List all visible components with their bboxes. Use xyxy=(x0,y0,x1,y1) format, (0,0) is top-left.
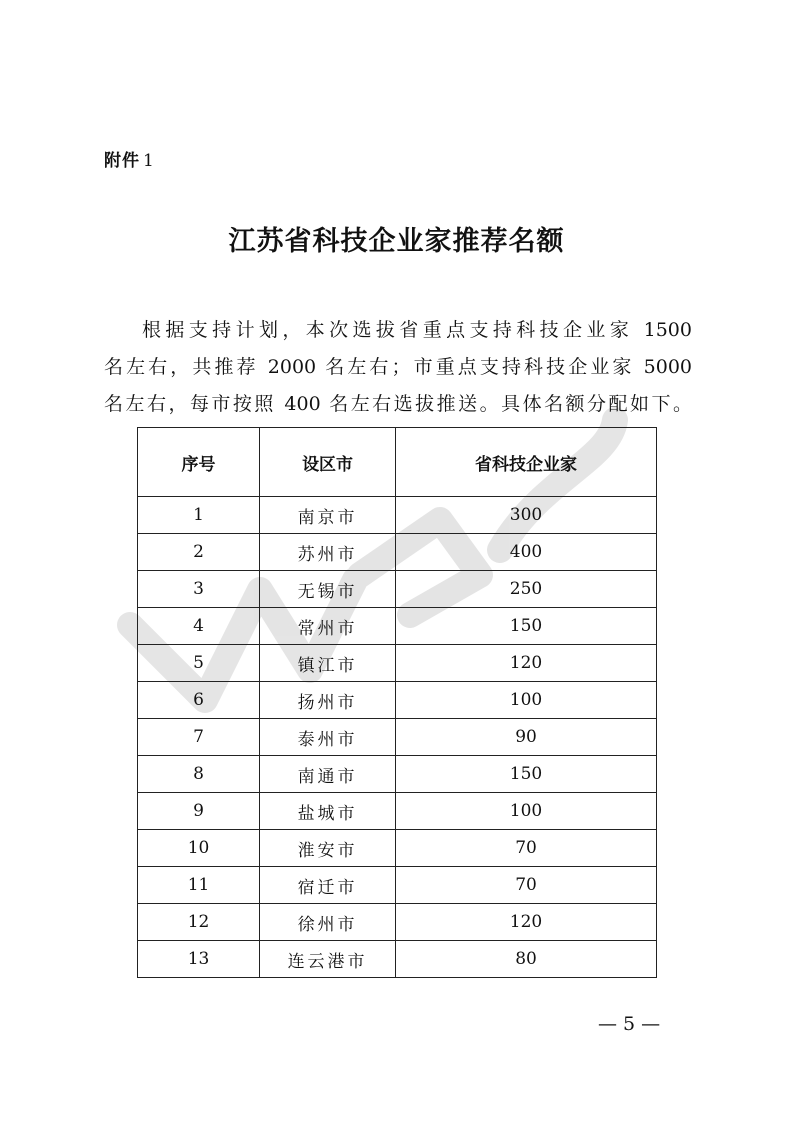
table-row xyxy=(138,793,657,830)
table-row xyxy=(138,830,657,867)
table-row xyxy=(138,534,657,571)
row-index: 1 xyxy=(138,497,260,534)
row-quota: 100 xyxy=(396,793,657,830)
row-city: 苏州市 xyxy=(260,534,396,571)
paragraph-line: 名左右，共推荐 2000 名左右；市重点支持科技企业家 5000 xyxy=(104,356,692,378)
row-city: 盐城市 xyxy=(260,793,396,830)
attachment-number: 1 xyxy=(143,151,155,171)
table-row xyxy=(138,645,657,682)
row-index: 2 xyxy=(138,534,260,571)
paragraph-line: 根据支持计划，本次选拔省重点支持科技企业家 1500 xyxy=(142,319,692,341)
table-header-row xyxy=(138,428,657,497)
row-index: 5 xyxy=(138,645,260,682)
row-quota: 250 xyxy=(396,571,657,608)
row-index: 3 xyxy=(138,571,260,608)
row-city: 镇江市 xyxy=(260,645,396,682)
page-number: — 5 — xyxy=(598,1013,661,1035)
row-quota: 70 xyxy=(396,830,657,867)
paragraph-line: 名左右，每市按照 400 名左右选拔推送。具体名额分配如下。 xyxy=(104,393,692,415)
row-quota: 70 xyxy=(396,867,657,904)
row-index: 6 xyxy=(138,682,260,719)
row-city: 南通市 xyxy=(260,756,396,793)
row-index: 7 xyxy=(138,719,260,756)
row-city: 淮安市 xyxy=(260,830,396,867)
header-city: 设区市 xyxy=(260,428,396,497)
table-row xyxy=(138,571,657,608)
table-row xyxy=(138,756,657,793)
intro-paragraph xyxy=(104,312,692,423)
table-row xyxy=(138,682,657,719)
row-city: 常州市 xyxy=(260,608,396,645)
row-city: 南京市 xyxy=(260,497,396,534)
row-quota: 150 xyxy=(396,756,657,793)
row-city: 无锡市 xyxy=(260,571,396,608)
row-index: 12 xyxy=(138,904,260,941)
table-row xyxy=(138,719,657,756)
attachment-label xyxy=(104,146,155,171)
table-row xyxy=(138,497,657,534)
row-quota: 400 xyxy=(396,534,657,571)
header-index: 序号 xyxy=(138,428,260,497)
row-index: 11 xyxy=(138,867,260,904)
row-city: 宿迁市 xyxy=(260,867,396,904)
row-quota: 150 xyxy=(396,608,657,645)
table-row xyxy=(138,867,657,904)
document-title: 江苏省科技企业家推荐名额 xyxy=(228,226,565,257)
row-quota: 100 xyxy=(396,682,657,719)
row-city: 徐州市 xyxy=(260,904,396,941)
row-city: 扬州市 xyxy=(260,682,396,719)
row-index: 10 xyxy=(138,830,260,867)
table-row xyxy=(138,608,657,645)
row-index: 9 xyxy=(138,793,260,830)
quota-table xyxy=(137,427,657,978)
row-index: 13 xyxy=(138,941,260,978)
row-quota: 80 xyxy=(396,941,657,978)
table-body xyxy=(138,497,657,978)
row-quota: 90 xyxy=(396,719,657,756)
row-index: 8 xyxy=(138,756,260,793)
row-city: 泰州市 xyxy=(260,719,396,756)
row-quota: 120 xyxy=(396,904,657,941)
row-quota: 300 xyxy=(396,497,657,534)
header-quota: 省科技企业家 xyxy=(396,428,657,497)
row-quota: 120 xyxy=(396,645,657,682)
row-index: 4 xyxy=(138,608,260,645)
attachment-text: 附件 xyxy=(104,151,140,171)
table-row xyxy=(138,941,657,978)
table-row xyxy=(138,904,657,941)
row-city: 连云港市 xyxy=(260,941,396,978)
